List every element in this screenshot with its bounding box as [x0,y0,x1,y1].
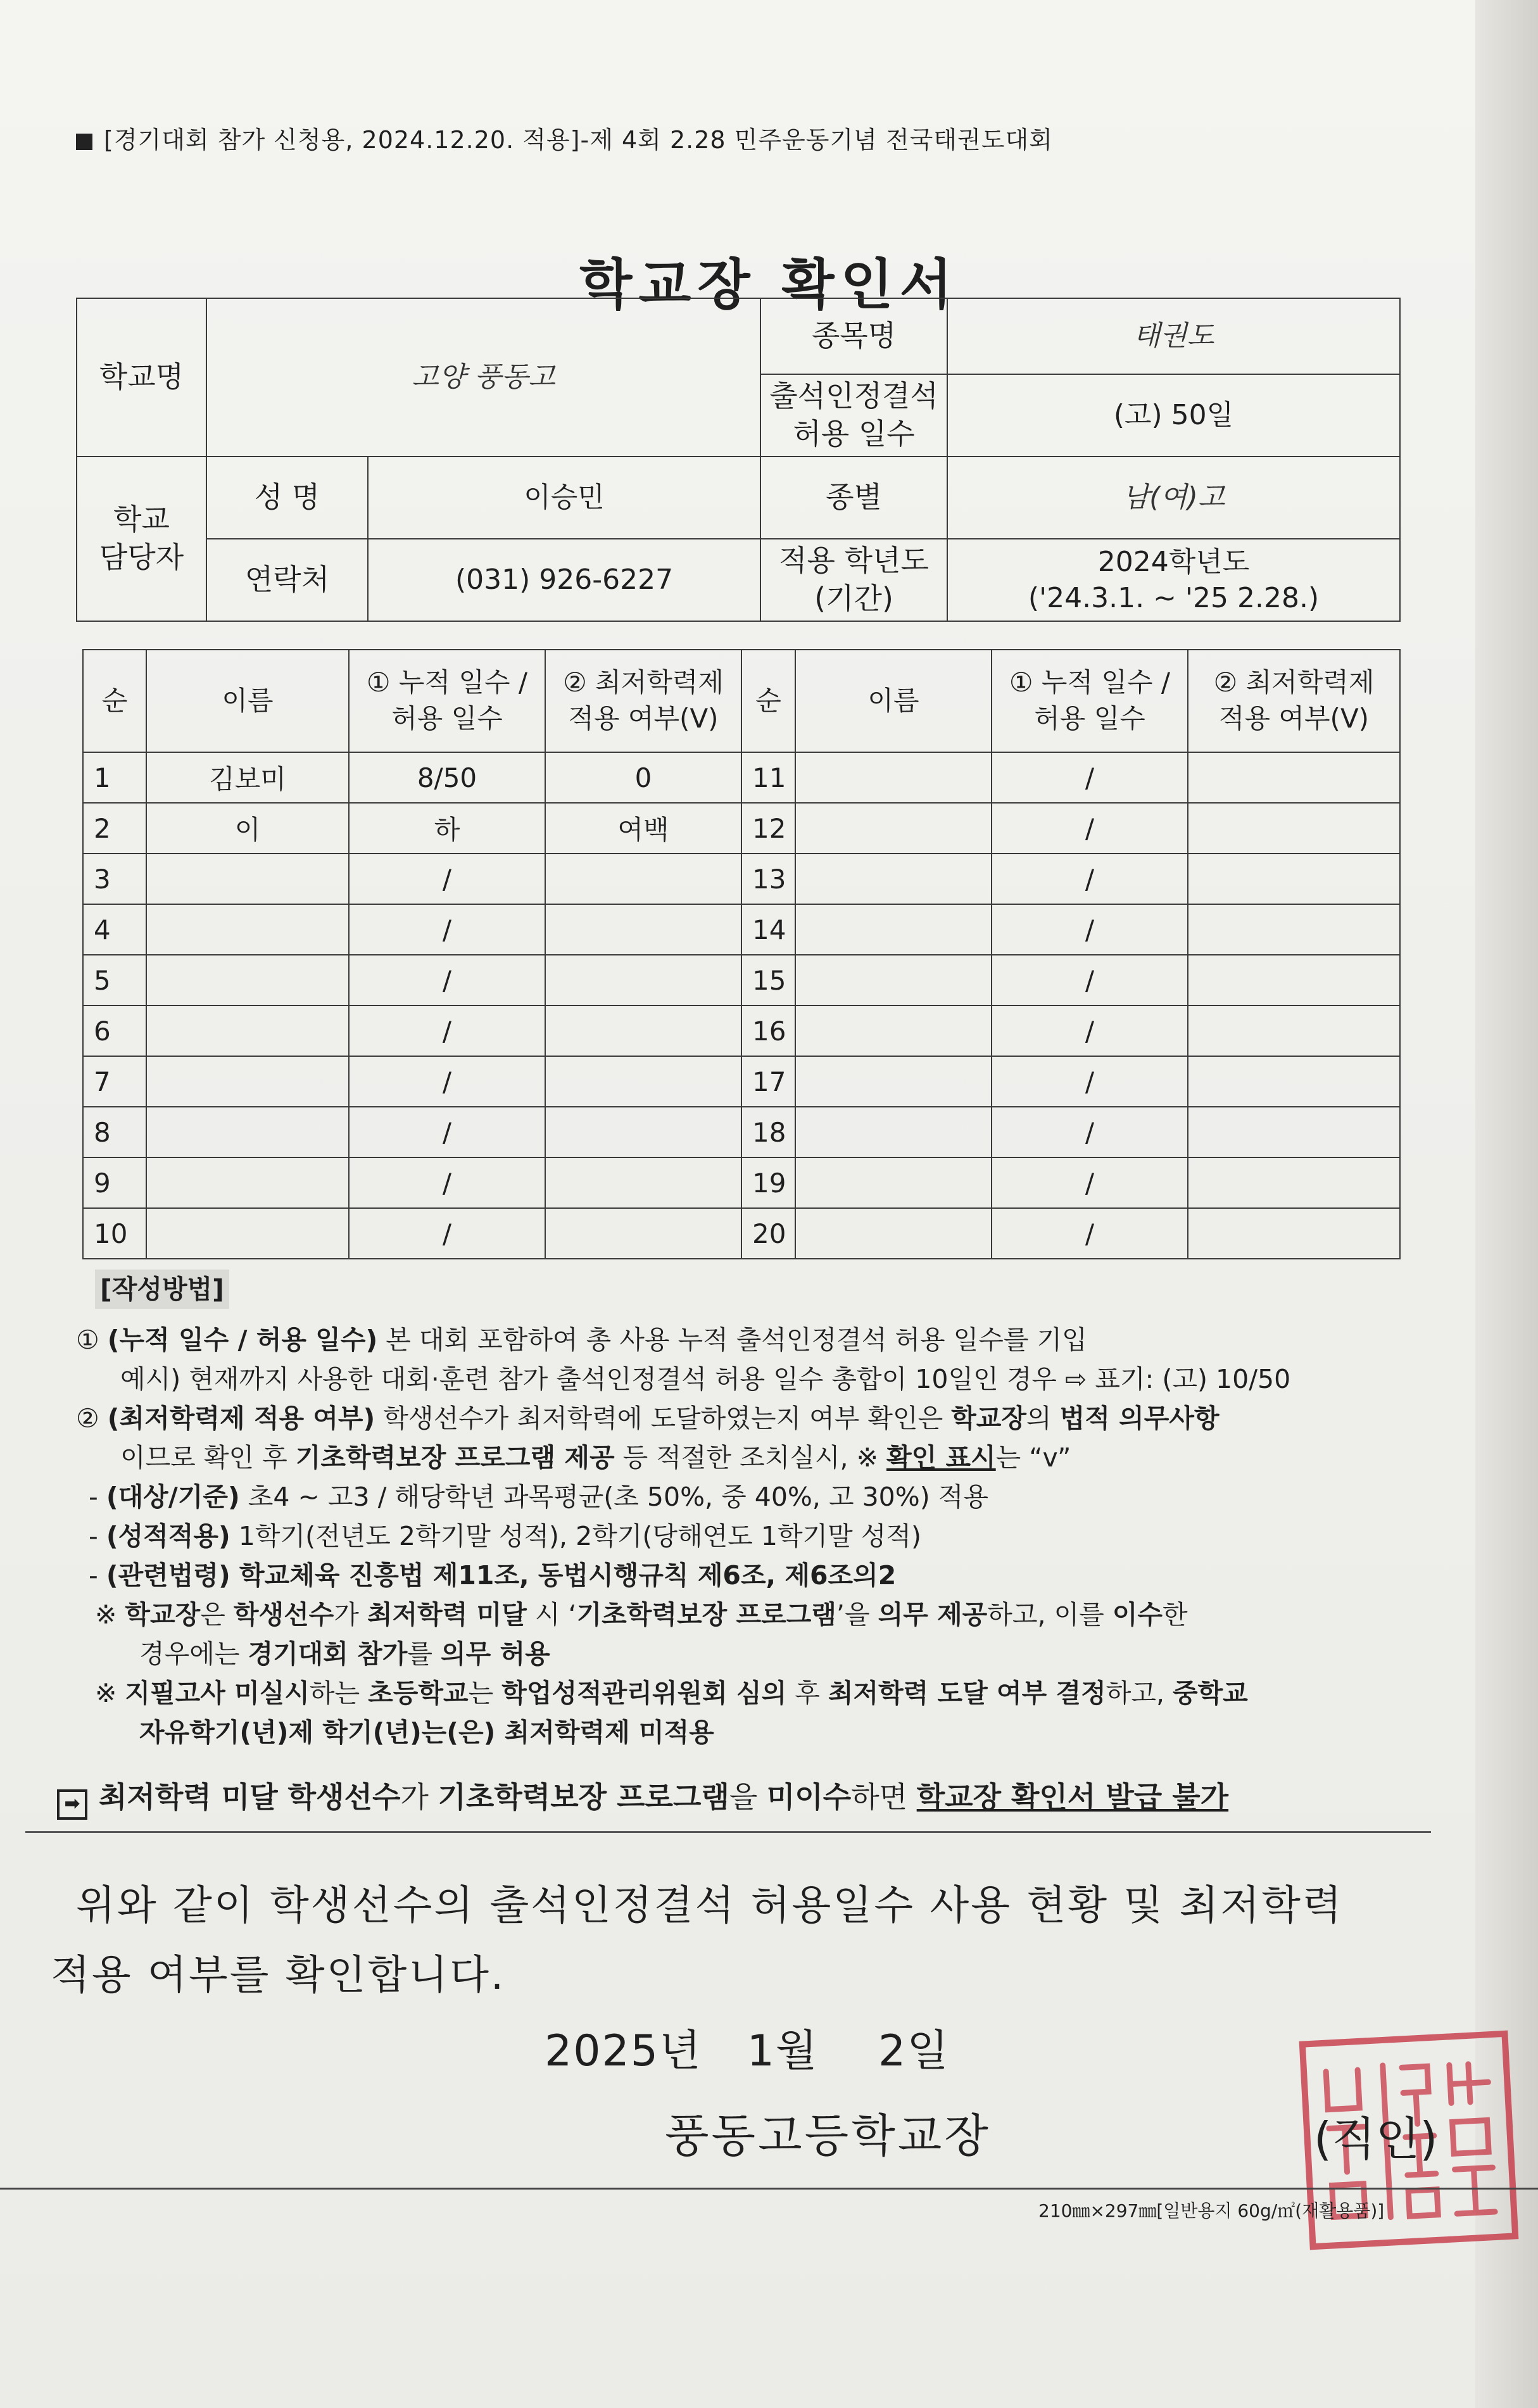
row-number: 7 [83,1056,146,1107]
row-number: 16 [741,1005,795,1056]
days-cell: / [992,752,1188,803]
row-number: 15 [741,955,795,1005]
student-roster-table [82,649,1401,1259]
warning-g: 학교장 확인서 발급 불가 [916,1780,1229,1814]
days-cell: / [992,1005,1188,1056]
days-cell: / [992,1056,1188,1107]
allowed-days-value: (고) 50일 [947,374,1400,457]
instruction-2-mark-label: 확인 표시 [886,1442,996,1473]
school-year-value [947,539,1400,621]
student-name-cell [795,854,992,904]
note-2-cont [76,1713,1431,1752]
col-header-min-line2: 적용 여부(V) [568,703,719,734]
student-name-cell: 김보미 [146,752,349,803]
school-year-value-line1: 2024학년도 [1097,545,1250,578]
note-2-middle: 중학교 [1173,1678,1248,1708]
note-1-below-min: 최저학력 미달 [367,1599,527,1630]
note-1-t6: 한 [1163,1599,1188,1630]
min-achievement-cell [1188,854,1400,904]
row-number: 12 [741,803,795,854]
days-cell: / [992,1107,1188,1157]
student-name-cell [795,955,992,1005]
instruction-5 [76,1556,1431,1595]
student-name-cell [146,955,349,1005]
instruction-3-title: (대상/기준) [106,1482,240,1512]
manager-name-value: 이승민 [368,457,760,539]
min-achievement-cell [545,904,741,955]
col-header-min-right-line1: ② 최저학력제 [1213,667,1375,698]
instruction-4-text: 1학기(전년도 2학기말 성적), 2학기(당해연도 1학기말 성적) [230,1521,922,1551]
col-header-min-right-line2: 적용 여부(V) [1218,703,1370,734]
school-year-value-line2: ('24.3.1. ~ '25 2.28.) [1028,582,1320,614]
col-header-days-line2: 허용 일수 [391,703,503,734]
col-header-name-right: 이름 [795,650,992,752]
row-number: 8 [83,1107,146,1157]
manager-label-line2: 담당자 [99,540,184,574]
min-achievement-cell [545,955,741,1005]
row-number: 3 [83,854,146,904]
student-name-cell [795,803,992,854]
days-cell: / [992,904,1188,955]
col-header-days-right-line1: ① 누적 일수 / [1009,667,1171,698]
student-name-cell [795,752,992,803]
note-1-student: 학생선수 [233,1599,334,1630]
student-name-cell [795,1208,992,1259]
instruction-4-title: (성적적용) [106,1521,230,1551]
school-info-table [76,298,1401,622]
instruction-2-title: (최저학력제 적용 여부) [107,1403,375,1434]
note-2-committee: 학업성적관리위원회 심의 [501,1678,787,1708]
instruction-5-dash: - [89,1560,106,1591]
instruction-1-title: (누적 일수 / 허용 일수) [107,1325,378,1355]
event-label: 종목명 [760,298,947,374]
note-2-decision: 최저학력 도달 여부 결정 [828,1678,1106,1708]
min-achievement-cell [1188,1208,1400,1259]
note-1-t7: 경우에는 [139,1639,248,1669]
note-2-t3: 후 [786,1678,828,1708]
col-header-days-right [992,650,1188,752]
student-name-cell: 이 [146,803,349,854]
student-name-cell [146,904,349,955]
instruction-4-dash: - [89,1521,106,1551]
min-achievement-cell [1188,1005,1400,1056]
manager-name-label: 성 명 [206,457,368,539]
min-achievement-cell [545,1056,741,1107]
note-2-elementary: 초등학교 [368,1678,469,1708]
instruction-3-text: 초4 ~ 고3 / 해당학년 과목평균(초 50%, 중 40%, 고 30%) 적용 [239,1482,988,1512]
min-achievement-cell [545,1107,741,1157]
min-achievement-cell [1188,1157,1400,1208]
seal-label: (직인) [1314,2112,1438,2165]
manager-label [77,457,206,621]
days-cell: / [349,1157,545,1208]
confirmation-line-2: 적용 여부를 확인합니다. [51,1952,506,1999]
min-achievement-cell [1188,1107,1400,1157]
row-number: 5 [83,955,146,1005]
instruction-2-text-b: 의 [1026,1403,1060,1434]
document-title: 학교장 확인서 [579,253,959,317]
student-name-cell [146,1107,349,1157]
col-header-no-right: 순 [741,650,795,752]
student-name-cell [146,1157,349,1208]
instructions-section [76,1270,1431,1752]
col-header-days-line1: ① 누적 일수 / [366,667,528,698]
instruction-2-program: 기초학력보장 프로그램 제공 [295,1442,615,1473]
student-name-cell [795,1005,992,1056]
instruction-2-text-c: 이므로 확인 후 [120,1442,296,1473]
row-number: 18 [741,1107,795,1157]
days-cell: / [349,854,545,904]
row-number: 6 [83,1005,146,1056]
allowed-days-label-line2: 허용 일수 [793,417,915,451]
allowed-days-label-line1: 출석인정결석 [769,379,938,413]
row-number: 14 [741,904,795,955]
header-text: [경기대회 참가 신청용, 2024.12.20. 적용]-제 4회 2.28 민주운동기념 전국태권도대회 [104,126,1053,154]
days-cell: / [349,1005,545,1056]
note-1-duty: 의무 제공 [878,1599,988,1630]
contact-label: 연락처 [206,539,368,621]
instruction-2-principal: 학교장 [951,1403,1027,1434]
instruction-3 [76,1477,1431,1516]
note-2-t2: 는 [468,1678,502,1708]
school-year-label [760,539,947,621]
school-year-label-line2: (기간) [814,581,893,615]
note-1-complete: 이수 [1112,1599,1163,1630]
note-1-t1: 은 [200,1599,234,1630]
days-cell: / [992,1157,1188,1208]
note-2 [76,1674,1431,1713]
table-row [83,904,1400,955]
min-achievement-cell [545,854,741,904]
min-achievement-cell: 0 [545,752,741,803]
note-2-mark: ※ [95,1678,125,1708]
note-1-mark: ※ [95,1599,125,1630]
note-1-competition: 경기대회 참가 [248,1639,408,1669]
confirmation-line-1: 위와 같이 학생선수의 출석인정결석 허용일수 사용 현황 및 최저학력 [76,1882,1344,1929]
table-row [83,854,1400,904]
col-header-days-right-line2: 허용 일수 [1034,703,1145,734]
student-name-cell [795,1157,992,1208]
min-achievement-cell [545,1005,741,1056]
instruction-2-text-e: 는 “v” [995,1442,1071,1473]
col-header-min-line1: ② 최저학력제 [563,667,724,698]
min-achievement-cell [1188,1056,1400,1107]
days-cell: / [349,1208,545,1259]
instruction-2 [76,1399,1431,1438]
instruction-2-cont [76,1438,1431,1477]
square-bullet-icon [76,134,92,150]
note-1-t5: 하고, 이를 [987,1599,1113,1630]
instruction-1-text: 본 대회 포함하여 총 사용 누적 출석인정결석 허용 일수를 기입 [377,1325,1087,1355]
instruction-2-mark: ② [76,1403,108,1434]
student-name-cell [795,1056,992,1107]
warning-e: 미이수 [766,1780,852,1814]
row-number: 10 [83,1208,146,1259]
min-achievement-cell [545,1208,741,1259]
warning-c: 기초학력보장 프로그램 [438,1780,729,1814]
note-1-t4: ’을 [836,1599,878,1630]
row-number: 11 [741,752,795,803]
table-row [83,955,1400,1005]
instruction-1 [76,1320,1431,1359]
manager-label-line1: 학교 [113,502,170,537]
note-2-free-semester: 자유학기(년)제 학기(년)는(은) 최저학력제 미적용 [139,1717,714,1748]
row-number: 2 [83,803,146,854]
instruction-3-dash: - [89,1482,106,1512]
student-name-cell [795,904,992,955]
min-achievement-cell [1188,955,1400,1005]
instruction-2-legal-duty: 법적 의무사항 [1059,1403,1220,1434]
school-name-value: 고양 풍동고 [206,298,760,457]
table-row [83,752,1400,803]
row-number: 1 [83,752,146,803]
note-2-no-exam: 지필고사 미실시 [125,1678,310,1708]
note-1-allow: 의무 허용 [441,1639,550,1669]
student-name-cell [146,1208,349,1259]
table-row [83,1157,1400,1208]
note-1 [76,1595,1431,1634]
student-name-cell [146,854,349,904]
warning-d: 을 [729,1780,767,1814]
note-1-t2: 가 [334,1599,367,1630]
min-achievement-cell [1188,752,1400,803]
row-number: 20 [741,1208,795,1259]
row-number: 9 [83,1157,146,1208]
note-1-program: 기초학력보장 프로그램 [576,1599,836,1630]
instruction-4 [76,1516,1431,1556]
confirmation-statement [51,1871,1444,2010]
instruction-1-mark: ① [76,1325,108,1355]
row-number: 13 [741,854,795,904]
min-achievement-cell [1188,803,1400,854]
instruction-2-text-d: 등 적절한 조치실시, ※ [614,1442,886,1473]
arrow-box-icon: ➡ [57,1789,87,1820]
days-cell: 하 [349,803,545,854]
days-cell: / [992,803,1188,854]
gender-label: 종별 [760,457,947,539]
warning-a: 최저학력 미달 학생선수 [99,1780,401,1814]
event-value: 태권도 [947,298,1400,374]
instruction-1-example: 예시) 현재까지 사용한 대회·훈련 참가 출석인정결석 허용 일수 총합이 10일인 경우 ⇨ 표기: (고) 10/50 [120,1364,1291,1394]
instructions-heading: [작성방법] [95,1270,229,1309]
warning-line [57,1774,1418,1820]
divider [25,1831,1431,1833]
col-header-min-right [1188,650,1400,752]
paper-spec-footer: 210㎜×297㎜[일반용지 60g/㎡(재활용품)] [1038,2200,1385,2221]
contact-value: (031) 926-6227 [368,539,760,621]
table-row [83,1208,1400,1259]
instruction-2-text-a: 학생선수가 최저학력에 도달하였는지 여부 확인은 [375,1403,952,1434]
table-row [83,1056,1400,1107]
col-header-no: 순 [83,650,146,752]
school-year-label-line1: 적용 학년도 [779,543,929,578]
col-header-days [349,650,545,752]
days-cell: 8/50 [349,752,545,803]
document-header [76,120,1279,158]
student-name-cell [795,1107,992,1157]
row-number: 4 [83,904,146,955]
note-1-principal: 학교장 [125,1599,201,1630]
allowed-days-label [760,374,947,457]
table-row [83,803,1400,854]
principal-title: 풍동고등학교장 [665,2109,991,2162]
issue-date: 2025년 1월 2일 [545,2026,950,2076]
note-1-t8: 를 [407,1639,441,1669]
col-header-name: 이름 [146,650,349,752]
days-cell: / [349,1056,545,1107]
min-achievement-cell: 여백 [545,803,741,854]
warning-b: 가 [400,1780,438,1814]
days-cell: / [349,955,545,1005]
school-name-label: 학교명 [77,298,206,457]
instruction-5-text: (관련법령) 학교체육 진흥법 제11조, 동법시행규칙 제6조, 제6조의2 [106,1560,897,1591]
student-name-cell [146,1005,349,1056]
table-row [83,1107,1400,1157]
row-number: 19 [741,1157,795,1208]
days-cell: / [992,1208,1188,1259]
gender-value: 남(여)고 [947,457,1400,539]
row-number: 17 [741,1056,795,1107]
note-1-cont [76,1634,1431,1674]
student-name-cell [146,1056,349,1107]
note-2-t1: 하는 [309,1678,369,1708]
footer-divider [0,2188,1538,2190]
days-cell: / [992,955,1188,1005]
note-1-t3: 시 ‘ [526,1599,577,1630]
warning-f: 하면 [851,1780,917,1814]
days-cell: / [349,1107,545,1157]
days-cell: / [992,854,1188,904]
days-cell: / [349,904,545,955]
col-header-min [545,650,741,752]
note-2-t4: 하고, [1106,1678,1173,1708]
min-achievement-cell [1188,904,1400,955]
min-achievement-cell [545,1157,741,1208]
table-row [83,1005,1400,1056]
